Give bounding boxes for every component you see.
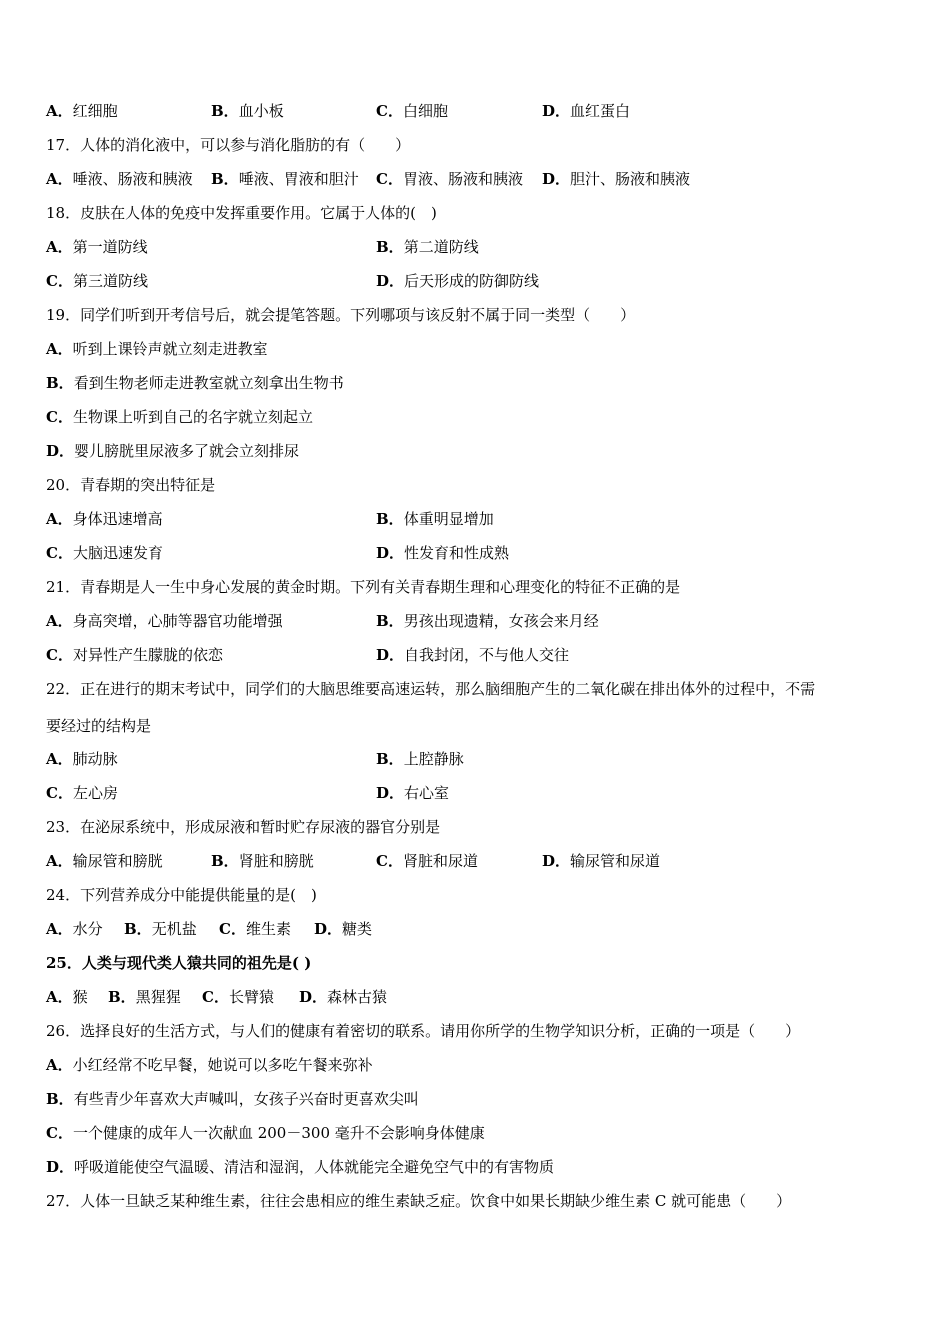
q27-stem: 27．人体一旦缺乏某种维生素，往往会患相应的维生素缺乏症。饮食中如果长期缺少维生素 C 就可能患（ ） xyxy=(46,1192,792,1210)
q26-option-a: A．小红经常不吃早餐，她说可以多吃午餐来弥补 xyxy=(46,1056,373,1074)
q17-option-d: D．胆汁、肠液和胰液 xyxy=(542,170,691,188)
q20-option-c: C．大脑迅速发育 xyxy=(46,544,163,562)
q23-option-a: A．输尿管和膀胱 xyxy=(46,852,163,870)
q20-option-b: B．体重明显增加 xyxy=(376,510,494,528)
q19-option-c: C．生物课上听到自己的名字就立刻起立 xyxy=(46,408,313,426)
q23-option-d: D．输尿管和尿道 xyxy=(542,852,661,870)
q19-stem: 19．同学们听到开考信号后，就会提笔答题。下列哪项与该反射不属于同一类型（ ） xyxy=(46,306,636,324)
q23-option-c: C．肾脏和尿道 xyxy=(376,852,478,870)
q24-option-a: A．水分 xyxy=(46,920,103,938)
q26-option-d: D．呼吸道能使空气温暖、清洁和湿润，人体就能完全避免空气中的有害物质 xyxy=(46,1158,555,1176)
q18-option-d: D．后天形成的防御防线 xyxy=(376,272,540,290)
q18-stem: 18．皮肤在人体的免疫中发挥重要作用。它属于人体的( ) xyxy=(46,204,437,222)
q20-stem: 20．青春期的突出特征是 xyxy=(46,476,216,494)
q21-option-d: D．自我封闭，不与他人交往 xyxy=(376,646,570,664)
q22-stem-line1: 22．正在进行的期末考试中，同学们的大脑思维要高速运转，那么脑细胞产生的二氧化碳在排出体外的过程中，不需 xyxy=(46,680,816,698)
q26-stem: 26．选择良好的生活方式，与人们的健康有着密切的联系。请用你所学的生物学知识分析，正确的一项是（ ） xyxy=(46,1022,801,1040)
q21-option-b: B．男孩出现遗精，女孩会来月经 xyxy=(376,612,599,630)
q19-option-a: A．听到上课铃声就立刻走进教室 xyxy=(46,340,268,358)
q16-option-c: C．白细胞 xyxy=(376,102,448,120)
q18-option-a: A．第一道防线 xyxy=(46,238,148,256)
q22-stem-line2: 要经过的结构是 xyxy=(46,717,152,735)
q18-option-c: C．第三道防线 xyxy=(46,272,148,290)
q23-option-b: B．肾脏和膀胱 xyxy=(211,852,314,870)
q23-stem: 23．在泌尿系统中，形成尿液和暂时贮存尿液的器官分别是 xyxy=(46,818,441,836)
q19-option-d: D．婴儿膀胱里尿液多了就会立刻排尿 xyxy=(46,442,300,460)
q22-option-c: C．左心房 xyxy=(46,784,118,802)
q20-option-a: A．身体迅速增高 xyxy=(46,510,163,528)
q25-option-c: C．长臂猿 xyxy=(202,988,274,1006)
q20-option-d: D．性发育和性成熟 xyxy=(376,544,510,562)
q17-stem: 17．人体的消化液中，可以参与消化脂肪的有（ ） xyxy=(46,136,411,154)
q16-option-d: D．血红蛋白 xyxy=(542,102,631,120)
q22-option-d: D．右心室 xyxy=(376,784,450,802)
q24-option-b: B．无机盐 xyxy=(124,920,197,938)
q24-option-d: D．糖类 xyxy=(314,920,373,938)
q25-option-b: B．黑猩猩 xyxy=(108,988,181,1006)
q26-option-c: C．一个健康的成年人一次献血 200－300 毫升不会影响身体健康 xyxy=(46,1124,485,1142)
q22-option-b: B．上腔静脉 xyxy=(376,750,464,768)
q25-option-a: A．猴 xyxy=(46,988,88,1006)
q21-option-c: C．对异性产生朦胧的依恋 xyxy=(46,646,223,664)
q21-stem: 21．青春期是人一生中身心发展的黄金时期。下列有关青春期生理和心理变化的特征不正确的是 xyxy=(46,578,681,596)
q16-option-a: A．红细胞 xyxy=(46,102,118,120)
q17-option-a: A．唾液、肠液和胰液 xyxy=(46,170,193,188)
q25-stem: 25．人类与现代类人猿共同的祖先是( ) xyxy=(46,954,312,972)
q24-stem: 24．下列营养成分中能提供能量的是( ) xyxy=(46,886,317,904)
q19-option-b: B．看到生物老师走进教室就立刻拿出生物书 xyxy=(46,374,344,392)
q26-option-b: B．有些青少年喜欢大声喊叫，女孩子兴奋时更喜欢尖叫 xyxy=(46,1090,419,1108)
q21-option-a: A．身高突增，心肺等器官功能增强 xyxy=(46,612,283,630)
q17-option-b: B．唾液、胃液和胆汁 xyxy=(211,170,359,188)
q22-option-a: A．肺动脉 xyxy=(46,750,118,768)
q16-option-b: B．血小板 xyxy=(211,102,284,120)
q17-option-c: C．胃液、肠液和胰液 xyxy=(376,170,523,188)
q25-option-d: D．森林古猿 xyxy=(299,988,388,1006)
q24-option-c: C．维生素 xyxy=(219,920,291,938)
q18-option-b: B．第二道防线 xyxy=(376,238,479,256)
